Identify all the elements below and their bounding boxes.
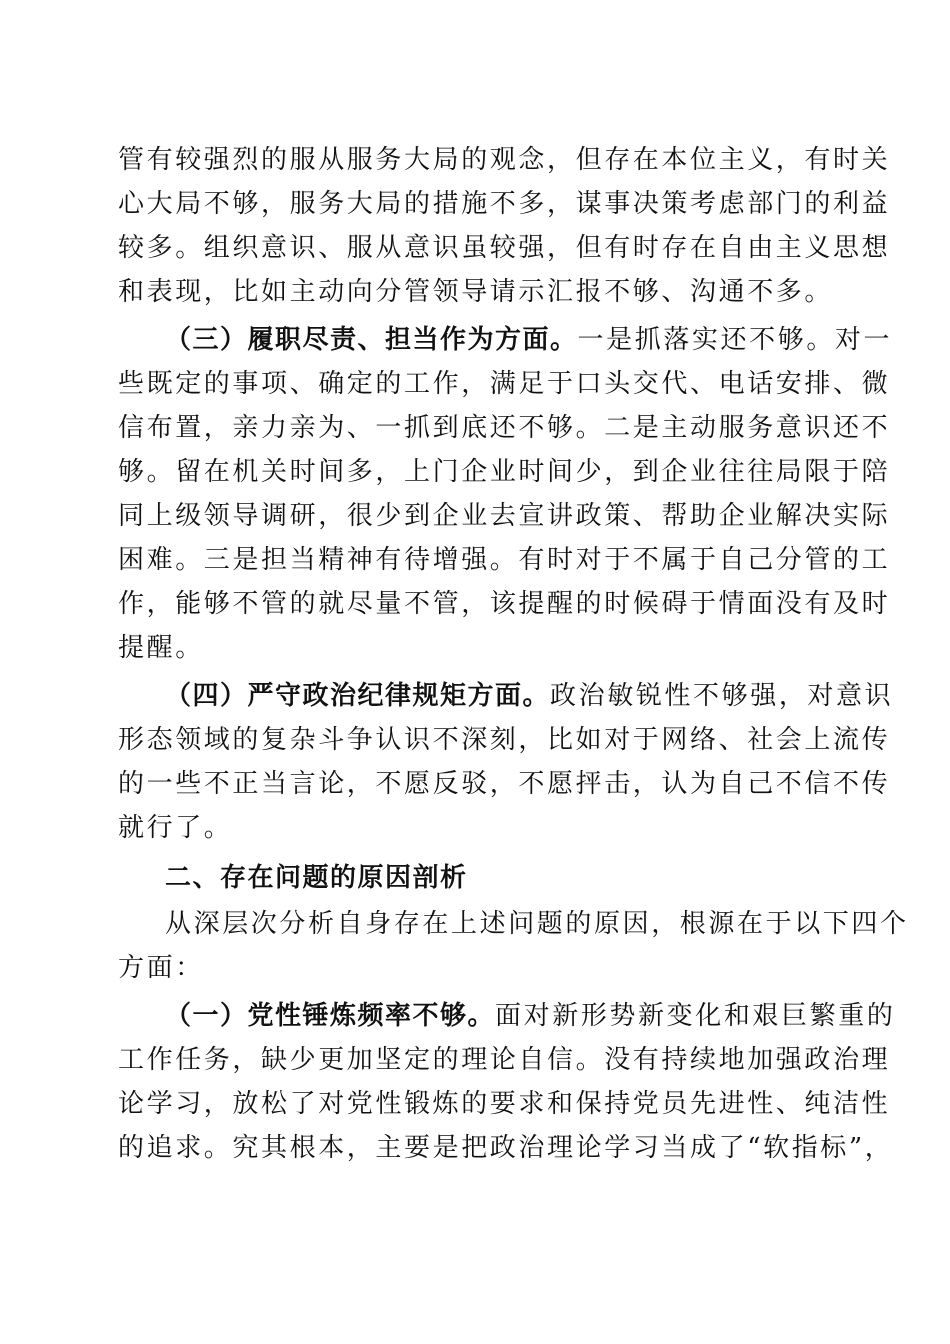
paragraph-line: 较多。组织意识、服从意识虽较强，但有时存在自由主义思想: [118, 233, 891, 263]
paragraph-line: 形态领域的复杂斗争认识不深刻，比如对于网络、社会上流传: [118, 725, 891, 755]
paragraph-line: 工作任务，缺少更加坚定的理论自信。没有持续地加强政治理: [118, 1045, 891, 1075]
cause-one-line: （一）党性锤炼频率不够。面对新形势新变化和艰巨繁重的: [165, 1001, 896, 1031]
cause-one-title: （一）党性锤炼频率不够。: [165, 1001, 496, 1031]
section-three-line: （三）履职尽责、担当作为方面。一是抓落实还不够。对一: [165, 325, 893, 355]
paragraph-line: 论学习，放松了对党性锻炼的要求和保持党员先进性、纯洁性: [118, 1089, 891, 1119]
paragraph-line: 提醒。: [118, 633, 204, 663]
paragraph-line: 从深层次分析自身存在上述问题的原因，根源在于以下四个: [165, 909, 909, 939]
paragraph-line: 方面：: [118, 953, 204, 983]
paragraph-line: 困难。三是担当精神有待增强。有时对于不属于自己分管的工: [118, 545, 891, 575]
paragraph-line: 同上级领导调研，很少到企业去宣讲政策、帮助企业解决实际: [118, 501, 891, 531]
paragraph-line: 作，能够不管的就尽量不管，该提醒的时候碍于情面没有及时: [118, 589, 891, 619]
paragraph-line: 的一些不正当言论，不愿反驳，不愿抨击，认为自己不信不传: [118, 769, 891, 799]
paragraph-line: 心大局不够，服务大局的措施不多，谋事决策考虑部门的利益: [118, 189, 891, 219]
section-four-title: （四）严守政治纪律规矩方面。: [165, 681, 551, 711]
paragraph-line: 些既定的事项、确定的工作，满足于口头交代、电话安排、微: [118, 369, 891, 399]
paragraph-line: 管有较强烈的服从服务大局的观念，但存在本位主义，有时关: [118, 145, 891, 175]
section-three-title: （三）履职尽责、担当作为方面。: [165, 325, 578, 355]
paragraph-line: 够。留在机关时间多，上门企业时间少，到企业往往局限于陪: [118, 457, 891, 487]
section-heading: 二、存在问题的原因剖析: [165, 863, 468, 893]
section-four-line: （四）严守政治纪律规矩方面。政治敏锐性不够强，对意识: [165, 681, 894, 711]
paragraph-line: 就行了。: [118, 813, 233, 843]
paragraph-line: 信布置，亲力亲为、一抓到底还不够。二是主动服务意识还不: [118, 413, 891, 443]
paragraph-line: 和表现，比如主动向分管领导请示汇报不够、沟通不多。: [118, 277, 834, 307]
paragraph-line: 的追求。究其根本，主要是把政治理论学习当成了“软指标”，: [118, 1133, 894, 1163]
